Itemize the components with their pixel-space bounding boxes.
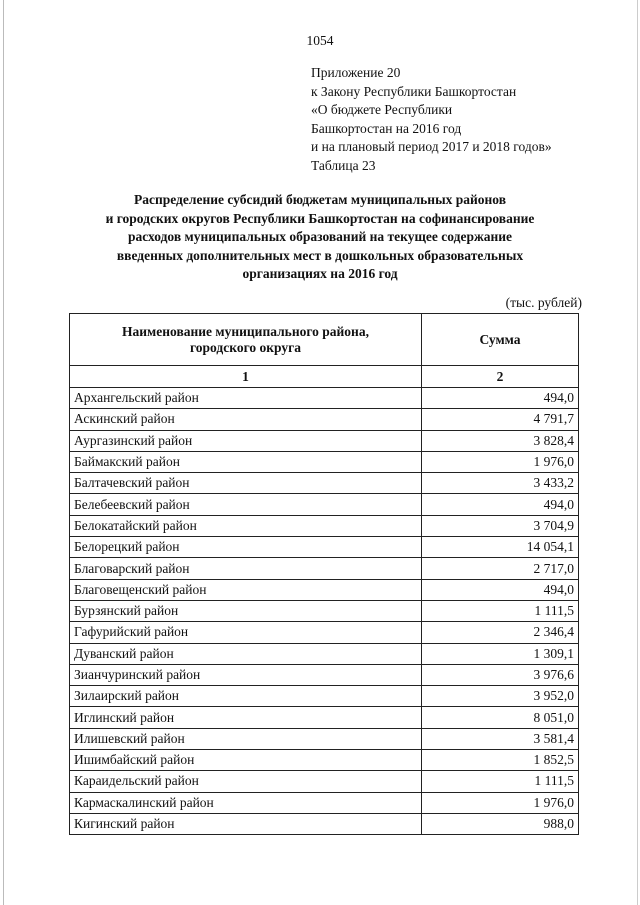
table-row bbox=[70, 494, 579, 515]
appendix-line: Приложение 20 bbox=[311, 65, 401, 80]
row-name: Бурзянский район bbox=[70, 600, 422, 621]
document-title bbox=[60, 191, 580, 284]
row-sum: 1 111,5 bbox=[422, 600, 579, 621]
table-row bbox=[70, 558, 579, 579]
row-name: Аскинский район bbox=[70, 409, 422, 430]
title-line: Распределение субсидий бюджетам муниципальных районов bbox=[133, 192, 507, 207]
page-number: 1054 bbox=[306, 33, 334, 48]
table-row bbox=[70, 707, 579, 728]
appendix-line: Башкортостан на 2016 год bbox=[311, 120, 462, 136]
appendix-line: и на плановый период 2017 и 2018 годов» bbox=[311, 139, 552, 154]
row-sum: 988,0 bbox=[422, 813, 579, 834]
appendix-block bbox=[311, 64, 552, 175]
header-name-line: Наименование муниципального района, bbox=[122, 323, 369, 339]
row-sum: 1 976,0 bbox=[422, 792, 579, 813]
row-name: Благовещенский район bbox=[70, 579, 422, 600]
row-name: Зилаирский район bbox=[70, 686, 422, 707]
table-row bbox=[70, 600, 579, 621]
row-name: Ишимбайский район bbox=[70, 750, 422, 771]
table-row bbox=[70, 537, 579, 558]
row-name: Дуванский район bbox=[70, 643, 422, 664]
table-row bbox=[70, 643, 579, 664]
row-sum: 3 828,4 bbox=[422, 430, 579, 451]
table-row bbox=[70, 664, 579, 685]
appendix-line: к Закону Республики Башкортостан bbox=[311, 83, 517, 99]
row-sum: 2 717,0 bbox=[422, 558, 579, 579]
table-row bbox=[70, 515, 579, 536]
row-name: Баймакский район bbox=[70, 451, 422, 472]
table-header-row bbox=[70, 314, 579, 366]
column-number-row bbox=[70, 366, 579, 388]
row-name: Белебеевский район bbox=[70, 494, 422, 515]
header-sum: Сумма bbox=[422, 314, 579, 366]
row-name: Белорецкий район bbox=[70, 537, 422, 558]
row-sum: 8 051,0 bbox=[422, 707, 579, 728]
appendix-line: Таблица 23 bbox=[311, 157, 376, 173]
table-row bbox=[70, 388, 579, 409]
row-sum: 14 054,1 bbox=[422, 537, 579, 558]
row-sum: 3 952,0 bbox=[422, 686, 579, 707]
subsidy-table bbox=[69, 313, 579, 835]
table-row bbox=[70, 750, 579, 771]
row-name: Кигинский район bbox=[70, 813, 422, 834]
appendix-line: «О бюджете Республики bbox=[311, 102, 453, 117]
row-name: Благоварский район bbox=[70, 558, 422, 579]
table-row bbox=[70, 451, 579, 472]
header-name-line: городского округа bbox=[190, 339, 301, 355]
row-name: Балтачевский район bbox=[70, 473, 422, 494]
row-name: Илишевский район bbox=[70, 728, 422, 749]
table-row bbox=[70, 813, 579, 834]
row-name: Кармаскалинский район bbox=[70, 792, 422, 813]
table-row bbox=[70, 686, 579, 707]
row-name: Иглинский район bbox=[70, 707, 422, 728]
row-name: Зианчуринский район bbox=[70, 664, 422, 685]
title-line: введенных дополнительных мест в дошкольных образовательных bbox=[116, 247, 524, 263]
column-number: 1 bbox=[70, 366, 422, 388]
row-sum: 1 111,5 bbox=[422, 771, 579, 792]
table-row bbox=[70, 579, 579, 600]
row-sum: 494,0 bbox=[422, 388, 579, 409]
row-sum: 4 791,7 bbox=[422, 409, 579, 430]
row-sum: 3 581,4 bbox=[422, 728, 579, 749]
table-row bbox=[70, 622, 579, 643]
row-name: Архангельский район bbox=[70, 388, 422, 409]
row-sum: 1 309,1 bbox=[422, 643, 579, 664]
page-edge-right bbox=[637, 0, 638, 905]
row-sum: 494,0 bbox=[422, 579, 579, 600]
table-row bbox=[70, 430, 579, 451]
page-edge-left bbox=[3, 0, 4, 905]
row-name: Гафурийский район bbox=[70, 622, 422, 643]
table-row bbox=[70, 473, 579, 494]
row-sum: 3 704,9 bbox=[422, 515, 579, 536]
table-row bbox=[70, 771, 579, 792]
title-line: и городских округов Республики Башкортостан на софинансирование bbox=[105, 210, 535, 226]
row-name: Белокатайский район bbox=[70, 515, 422, 536]
row-sum: 1 976,0 bbox=[422, 451, 579, 472]
row-sum: 494,0 bbox=[422, 494, 579, 515]
header-name bbox=[70, 314, 422, 366]
row-name: Аургазинский район bbox=[70, 430, 422, 451]
row-sum: 3 433,2 bbox=[422, 473, 579, 494]
row-sum: 3 976,6 bbox=[422, 664, 579, 685]
table-row bbox=[70, 728, 579, 749]
title-line: организациях на 2016 год bbox=[242, 266, 398, 281]
title-line: расходов муниципальных образований на текущее содержание bbox=[127, 229, 513, 244]
row-sum: 2 346,4 bbox=[422, 622, 579, 643]
row-sum: 1 852,5 bbox=[422, 750, 579, 771]
table-row bbox=[70, 792, 579, 813]
row-name: Караидельский район bbox=[70, 771, 422, 792]
table-row bbox=[70, 409, 579, 430]
units-label: (тыс. рублей) bbox=[505, 295, 582, 310]
column-number: 2 bbox=[422, 366, 579, 388]
